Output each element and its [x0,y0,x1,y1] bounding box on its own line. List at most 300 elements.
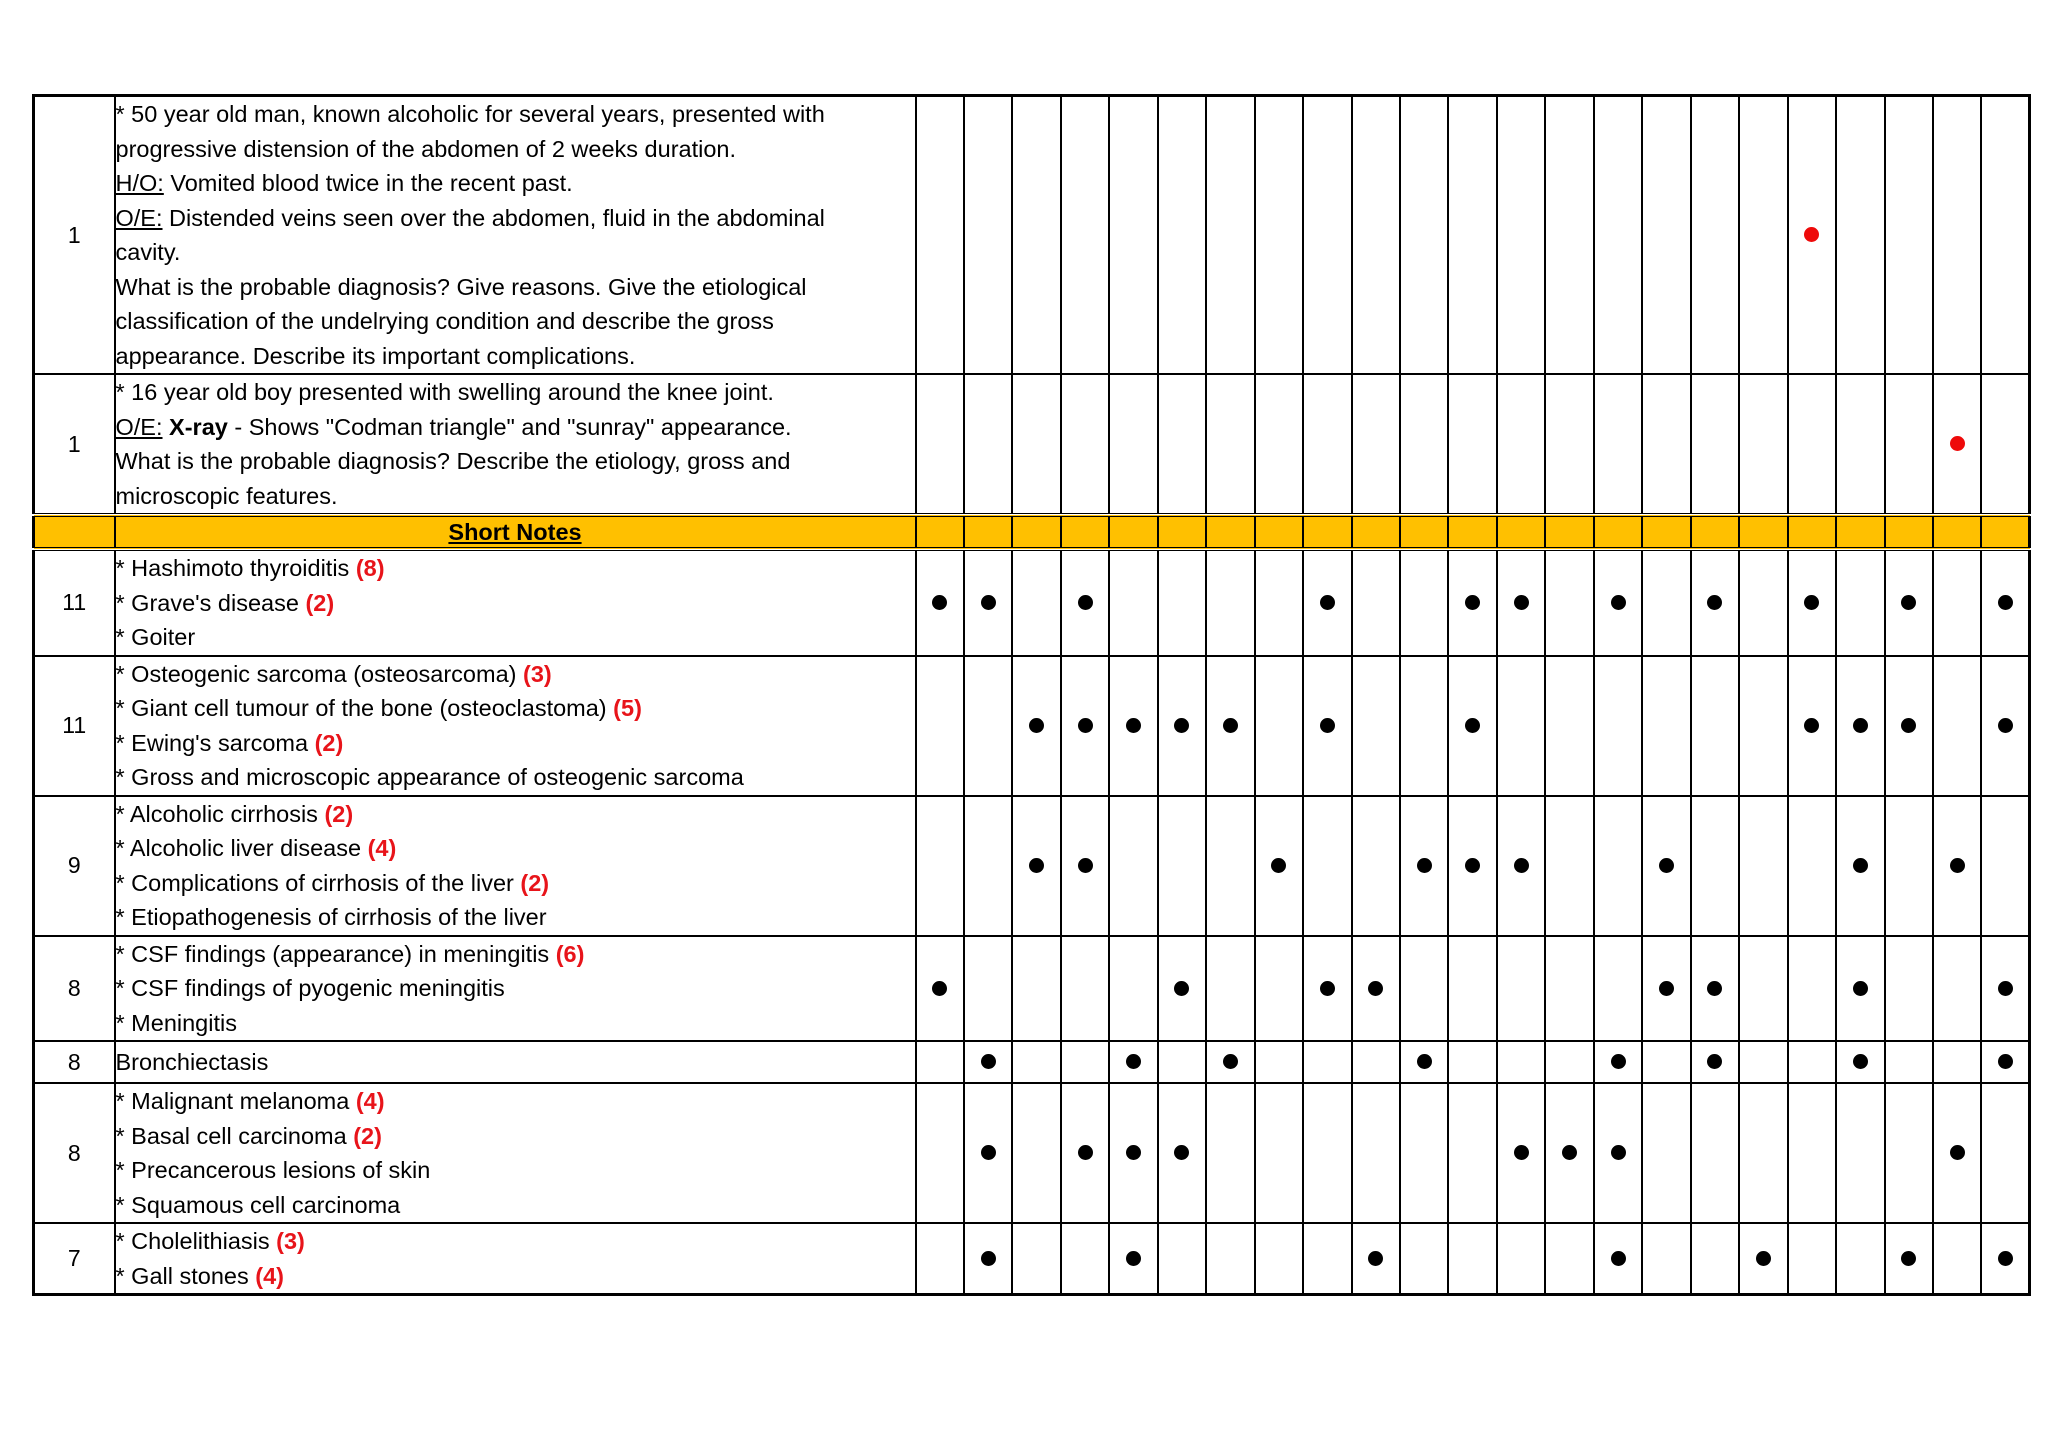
year-cell [1448,1041,1496,1083]
text-line [116,410,915,445]
text-segment: Distended veins seen over the abdomen, fluid in the abdominal [162,204,825,231]
text-line [116,760,915,795]
year-cell [1885,1083,1933,1223]
year-cell [1255,96,1303,375]
text-line [116,866,915,901]
asked-marker-dot [1465,858,1480,873]
year-cell [1691,796,1739,936]
question-count: 8 [34,1041,115,1083]
frequency-count: (2) [305,589,335,616]
asked-marker-dot [1271,858,1286,873]
asked-marker-dot [1126,1054,1141,1069]
year-cell [1642,549,1690,656]
year-cell [1352,549,1400,656]
asked-marker-dot [1998,718,2013,733]
year-cell [1981,374,2029,515]
year-cell [1158,549,1206,656]
asked-marker-dot [1320,981,1335,996]
question-count: 11 [34,549,115,656]
year-cell [1061,656,1109,796]
year-cell [1448,96,1496,375]
year-cell [916,1223,964,1295]
year-cell [1158,936,1206,1042]
year-cell [1109,96,1157,375]
section-year-cell [1061,515,1109,549]
year-cell [964,796,1012,936]
text-line [116,586,915,621]
asked-marker-dot [1126,718,1141,733]
asked-marker-dot [981,595,996,610]
year-cell [1400,374,1448,515]
asked-marker-dot [1029,858,1044,873]
year-cell [1158,1083,1206,1223]
year-cell [1400,1083,1448,1223]
text-line [116,444,915,479]
year-cell [1739,656,1787,796]
year-cell [1012,656,1060,796]
section-year-cell [1739,515,1787,549]
year-cell [1061,96,1109,375]
text-line [116,1045,915,1080]
year-cell [1497,1041,1545,1083]
asked-marker-dot [1611,1054,1626,1069]
year-cell [1303,1223,1351,1295]
year-cell [1836,374,1884,515]
year-cell [1206,1041,1254,1083]
year-cell [1691,374,1739,515]
year-cell [1158,96,1206,375]
year-cell [916,656,964,796]
asked-marker-dot [1901,595,1916,610]
section-year-cell [1933,515,1981,549]
asked-marker-dot [1998,1251,2013,1266]
text-segment: * Squamous cell carcinoma [115,1191,401,1218]
year-cell [916,1041,964,1083]
question-text [115,936,916,1042]
year-cell [1739,96,1787,375]
year-cell [1109,1223,1157,1295]
year-cell [1933,936,1981,1042]
year-cell [1400,796,1448,936]
text-segment: * CSF findings (appearance) in meningitis [115,940,556,967]
section-year-cell [1691,515,1739,549]
year-cell [1061,1041,1109,1083]
year-cell [1788,1223,1836,1295]
asked-marker-dot [1417,858,1432,873]
year-cell [1739,374,1787,515]
asked-marker-dot [1078,1145,1093,1160]
year-cell [1594,374,1642,515]
question-count: 11 [34,656,115,796]
case-row [34,96,2030,375]
asked-marker-dot [1659,981,1674,996]
section-title: Short Notes [115,515,916,549]
text-line [116,657,915,692]
section-year-cell [1255,515,1303,549]
asked-marker-dot [1853,858,1868,873]
section-year-cell [916,515,964,549]
note-row [34,1041,2030,1083]
year-cell [1545,1083,1593,1223]
year-cell [1206,796,1254,936]
text-segment: appearance. Describe its important complications. [115,342,636,369]
year-cell [1012,96,1060,375]
text-line [116,479,915,514]
year-cell [1303,936,1351,1042]
asked-marker-dot [1126,1145,1141,1160]
year-cell [1836,1223,1884,1295]
year-cell [1981,1083,2029,1223]
year-cell [1885,936,1933,1042]
asked-marker-dot [1901,718,1916,733]
text-segment: * Malignant melanoma [115,1088,356,1114]
year-cell [964,656,1012,796]
year-cell [1788,936,1836,1042]
question-count: 1 [34,374,115,515]
year-cell [1303,1041,1351,1083]
year-cell [1545,549,1593,656]
year-cell [1352,96,1400,375]
year-cell [1642,374,1690,515]
year-cell [1981,1041,2029,1083]
year-cell [1206,1223,1254,1295]
year-cell [1933,1223,1981,1295]
asked-marker-dot [1707,981,1722,996]
year-cell [1012,1223,1060,1295]
year-cell [1933,374,1981,515]
year-cell [1594,936,1642,1042]
year-cell [916,549,964,656]
asked-marker-dot [1562,1145,1577,1160]
year-cell [1400,549,1448,656]
section-year-cell [1158,515,1206,549]
year-cell [1594,549,1642,656]
year-cell [1352,374,1400,515]
text-segment: * Osteogenic sarcoma (osteosarcoma) [115,660,523,687]
year-cell [1448,374,1496,515]
year-cell [1061,374,1109,515]
year-cell [1061,936,1109,1042]
asked-marker-dot [1853,981,1868,996]
section-year-cell [1206,515,1254,549]
year-cell [1545,796,1593,936]
case-row [34,374,2030,515]
text-line [116,1006,915,1041]
section-year-cell [1836,515,1884,549]
question-count: 9 [34,796,115,936]
year-cell [1933,656,1981,796]
year-cell [1448,549,1496,656]
year-cell [1303,96,1351,375]
text-line [116,1224,915,1259]
asked-marker-dot [1223,718,1238,733]
year-cell [1303,1083,1351,1223]
text-line [116,971,915,1006]
year-cell [1303,374,1351,515]
year-cell [1933,96,1981,375]
year-cell [1255,1223,1303,1295]
asked-marker-dot [1756,1251,1771,1266]
year-cell [1061,1223,1109,1295]
year-cell [1206,96,1254,375]
year-cell [1352,1041,1400,1083]
text-line [116,270,915,305]
note-row [34,936,2030,1042]
year-cell [1352,1223,1400,1295]
text-line [116,831,915,866]
text-segment: * Complications of cirrhosis of the liver [115,869,521,896]
note-row [34,1083,2030,1223]
asked-marker-dot [1611,1145,1626,1160]
year-cell [1836,549,1884,656]
year-cell [1933,549,1981,656]
note-row [34,656,2030,796]
asked-marker-dot [1998,595,2013,610]
text-segment: classification of the undelrying condition and describe the gross [115,308,774,334]
year-cell [1061,549,1109,656]
section-year-cell [1885,515,1933,549]
year-cell [964,1083,1012,1223]
year-cell [1352,1083,1400,1223]
asked-marker-dot [1174,718,1189,733]
text-segment: * Alcoholic cirrhosis [115,800,325,827]
year-cell [1545,96,1593,375]
year-cell [1545,656,1593,796]
section-year-cell [964,515,1012,549]
text-segment: Vomited blood twice in the recent past. [163,170,573,196]
year-cell [1691,1083,1739,1223]
year-cell [1255,1083,1303,1223]
text-line [116,132,915,167]
year-cell [1109,796,1157,936]
asked-marker-dot [1950,436,1965,451]
year-cell [1885,1223,1933,1295]
year-cell [1545,1041,1593,1083]
year-cell [1109,1041,1157,1083]
text-segment: * 16 year old boy presented with swelling around the knee joint. [115,379,774,405]
question-text [115,656,916,796]
question-text [115,374,916,515]
year-cell [1933,796,1981,936]
text-segment: * Gall stones [115,1262,256,1289]
asked-marker-dot [1368,1251,1383,1266]
year-cell [1691,1223,1739,1295]
year-cell [1933,1083,1981,1223]
year-cell [1448,656,1496,796]
asked-marker-dot [1611,1251,1626,1266]
section-header-row [34,515,2030,549]
year-cell [1545,1223,1593,1295]
year-cell [1448,796,1496,936]
year-cell [1545,374,1593,515]
asked-marker-dot [1853,1054,1868,1069]
text-line [116,726,915,761]
year-cell [916,796,964,936]
year-cell [1981,549,2029,656]
text-segment: * Hashimoto thyroiditis [115,555,356,581]
year-cell [1206,374,1254,515]
text-segment: microscopic features. [115,482,338,509]
question-count: 8 [34,1083,115,1223]
year-cell [1788,1083,1836,1223]
text-line [116,900,915,935]
asked-marker-dot [1804,595,1819,610]
year-cell [1400,96,1448,375]
section-year-cell [1400,515,1448,549]
text-segment: What is the probable diagnosis? Describe the etiology, gross and [115,448,791,474]
year-cell [1497,96,1545,375]
year-cell [1400,1041,1448,1083]
year-cell [1788,374,1836,515]
text-segment: * Cholelithiasis [115,1228,277,1254]
text-segment: * Giant cell tumour of the bone (osteoclastoma) [115,695,614,721]
text-line [116,1259,915,1294]
year-cell [1109,656,1157,796]
note-row [34,796,2030,936]
asked-marker-dot [932,595,947,610]
frequency-count: (8) [355,555,385,581]
question-text [115,549,916,656]
year-cell [1303,656,1351,796]
year-cell [1885,96,1933,375]
section-year-cell [1109,515,1157,549]
asked-marker-dot [1659,858,1674,873]
year-cell [1158,1223,1206,1295]
section-year-cell [1545,515,1593,549]
year-cell [1981,936,2029,1042]
asked-marker-dot [1126,1251,1141,1266]
year-cell [1739,1083,1787,1223]
year-cell [1497,1223,1545,1295]
asked-marker-dot [1223,1054,1238,1069]
year-cell [1642,796,1690,936]
frequency-count: (2) [324,800,354,827]
year-cell [1061,1083,1109,1223]
year-cell [1642,936,1690,1042]
year-cell [1594,1223,1642,1295]
text-segment: * Grave's disease [115,589,306,616]
asked-marker-dot [1320,718,1335,733]
year-cell [1109,374,1157,515]
section-year-cell [1012,515,1060,549]
year-cell [964,96,1012,375]
year-cell [1255,656,1303,796]
year-cell [1788,1041,1836,1083]
note-row [34,1223,2030,1295]
year-cell [1206,1083,1254,1223]
asked-marker-dot [1707,595,1722,610]
frequency-count: (3) [523,660,552,687]
section-year-cell [1981,515,2029,549]
year-cell [1594,1083,1642,1223]
asked-marker-dot [1174,1145,1189,1160]
year-cell [1012,549,1060,656]
question-text [115,796,916,936]
question-text [115,1041,916,1083]
year-cell [964,1223,1012,1295]
asked-marker-dot [1901,1251,1916,1266]
year-cell [1739,1041,1787,1083]
frequency-count: (2) [353,1122,382,1149]
text-segment: * Alcoholic liver disease [115,835,368,861]
year-cell [916,374,964,515]
bold-term: X-ray [169,413,228,440]
label-underlined: H/O: [115,170,164,196]
year-cell [1981,1223,2029,1295]
year-cell [1933,1041,1981,1083]
year-cell [1836,796,1884,936]
year-cell [1158,1041,1206,1083]
question-text [115,1083,916,1223]
section-year-cell [1642,515,1690,549]
text-segment: progressive distension of the abdomen of 2 weeks duration. [115,135,737,162]
section-year-cell [1594,515,1642,549]
asked-marker-dot [1078,858,1093,873]
year-cell [1255,936,1303,1042]
asked-marker-dot [1417,1054,1432,1069]
asked-marker-dot [1320,595,1335,610]
year-cell [1400,936,1448,1042]
year-cell [1642,1083,1690,1223]
year-cell [1352,936,1400,1042]
frequency-count: (5) [613,695,642,721]
year-cell [1497,1083,1545,1223]
question-count: 1 [34,96,115,375]
question-text [115,96,916,375]
year-cell [1012,936,1060,1042]
section-year-cell [1788,515,1836,549]
year-cell [1642,656,1690,796]
year-cell [1836,936,1884,1042]
text-segment: * Basal cell carcinoma [115,1122,354,1149]
asked-marker-dot [1853,718,1868,733]
year-cell [1981,96,2029,375]
asked-marker-dot [1514,595,1529,610]
year-cell [1836,1083,1884,1223]
asked-marker-dot [981,1145,996,1160]
year-cell [1594,796,1642,936]
year-cell [1400,656,1448,796]
year-cell [1109,936,1157,1042]
year-cell [1642,96,1690,375]
year-cell [964,549,1012,656]
year-cell [1012,796,1060,936]
year-cell [1885,1041,1933,1083]
text-line [116,235,915,270]
year-cell [1109,549,1157,656]
year-cell [1448,936,1496,1042]
asked-marker-dot [1514,1145,1529,1160]
frequency-count: (4) [355,1088,385,1114]
year-cell [1642,1223,1690,1295]
text-line [116,1119,915,1154]
year-cell [1497,936,1545,1042]
asked-marker-dot [1804,718,1819,733]
year-cell [1448,1223,1496,1295]
year-cell [1158,374,1206,515]
year-cell [1497,549,1545,656]
frequency-count: (3) [276,1228,305,1254]
year-cell [1885,549,1933,656]
text-line [116,201,915,236]
year-cell [1691,1041,1739,1083]
asked-marker-dot [1514,858,1529,873]
year-cell [1885,656,1933,796]
section-year-cell [1303,515,1351,549]
year-cell [1255,1041,1303,1083]
year-cell [1739,796,1787,936]
label-underlined: O/E: [115,413,163,440]
